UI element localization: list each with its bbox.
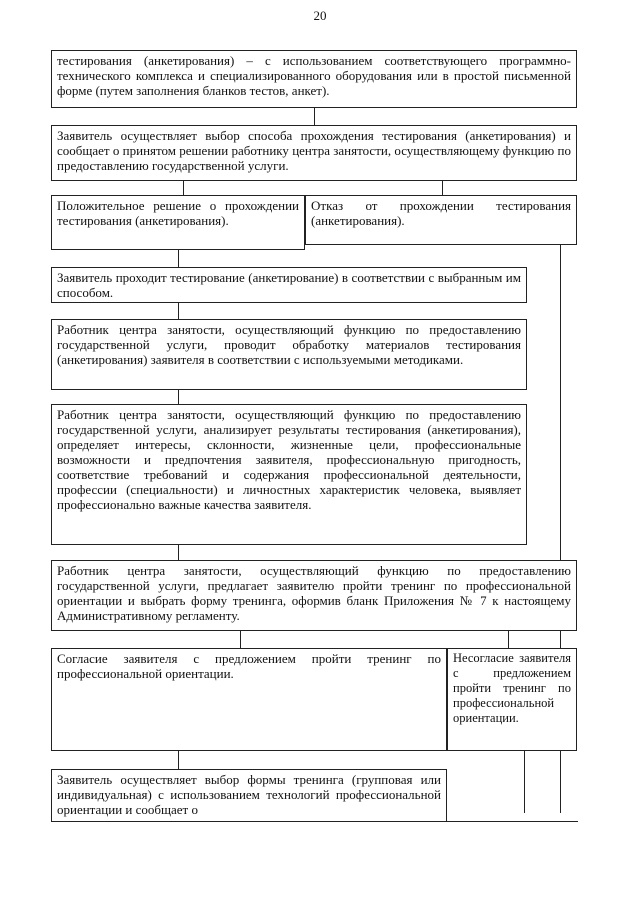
flow-box-text: Заявитель осуществляет выбор способа прохождения тестирования (анкетирования) и сообщает о принятом решении работнику центра занятости, осуществляющему функцию по предоставлению государственной услуги.	[57, 128, 571, 173]
flow-box-text: Согласие заявителя с предложением пройти тренинг по профессиональной ориентации.	[57, 651, 441, 681]
flow-box-text: Работник центра занятости, осуществляющий функцию по предоставлению государственной услуги, анализирует результаты тестирования (анкетирования), определяет интересы, склонности, жизненные цели, профессиональные возможности и предпочтения заявителя, профессиональную пригодность, соответствие требований и содержания профессиональной деятельности, профессии (специальности) и личностных характеристик человека, выявляет профессионально важные качества заявителя.	[57, 407, 521, 512]
disagree-branch-line	[524, 751, 525, 813]
connector-line	[178, 751, 179, 769]
flow-box-process-materials	[51, 319, 527, 390]
flow-box-text: Несогласие заявителя с предложением пройти тренинг по профессиональной ориентации.	[453, 651, 571, 725]
connector-line	[240, 631, 241, 648]
flow-box-text: Отказ от прохождении тестирования (анкетирования).	[311, 198, 571, 228]
flow-box-pass-testing	[51, 267, 527, 303]
flow-box-text: Заявитель проходит тестирование (анкетирование) в соответствии с выбранным им способом.	[57, 270, 521, 300]
flow-box-refusal	[305, 195, 577, 245]
flow-box-text: Работник центра занятости, осуществляющий функцию по предоставлению государственной услуги, предлагает заявителю пройти тренинг по профессиональной ориентации и выбрать форму тренинга, оформив бланк Приложения № 7 к настоящему Административному регламенту.	[57, 563, 571, 623]
flow-box-text: тестирования (анкетирования) – с использованием соответствующего программно-технического комплекса и специализированного оборудования или в простой письменной форме (путем заполнения бланков тестов, анкет).	[57, 53, 571, 98]
flow-box-text: Работник центра занятости, осуществляющий функцию по предоставлению государственной услуги, проводит обработку материалов тестирования (анкетирования) заявителя в соответствии с используемыми методиками.	[57, 322, 521, 367]
connector-line	[178, 250, 179, 267]
connector-line	[178, 545, 179, 560]
connector-line	[442, 181, 443, 195]
flow-box-text: Заявитель осуществляет выбор формы тренинга (групповая или индивидуальная) с использованием технологий профессиональной ориентации и сообщает о	[57, 772, 441, 817]
flow-box-choose-training-form	[51, 769, 447, 821]
flow-box-text: Положительное решение о прохождении тестирования (анкетирования).	[57, 198, 299, 228]
flow-box-agree-training	[51, 648, 447, 751]
connector-line	[183, 181, 184, 195]
connector-line	[178, 303, 179, 319]
flow-box-testing-method	[51, 50, 577, 108]
flow-box-positive-decision	[51, 195, 305, 250]
page-number: 20	[313, 8, 327, 23]
page-bottom-rule	[51, 821, 578, 822]
flow-box-analyze-results	[51, 404, 527, 545]
flow-box-disagree-training	[447, 648, 577, 751]
flow-box-offer-training	[51, 560, 577, 631]
connector-line	[314, 108, 315, 125]
connector-line	[508, 631, 509, 648]
flow-box-choose-testing-method	[51, 125, 577, 181]
connector-line	[178, 390, 179, 404]
